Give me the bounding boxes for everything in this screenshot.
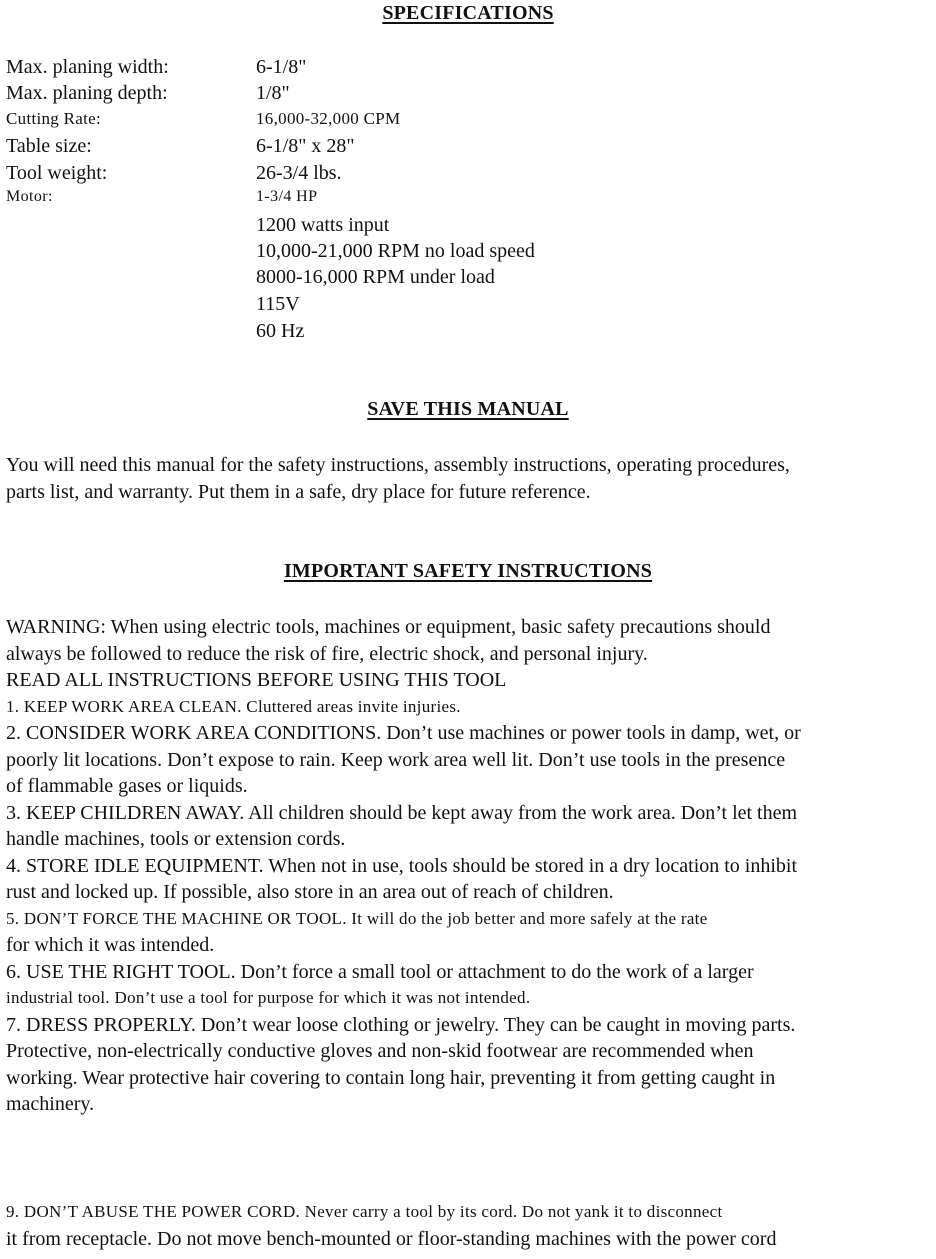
safety-line: handle machines, tools or extension cords. [6,828,346,850]
safety-line: for which it was intended. [6,934,215,956]
safety-instructions [6,614,926,1118]
safety-line: 4. STORE IDLE EQUIPMENT. When not in use, tools should be stored in a dry location to inhibit [6,854,798,877]
safety-line: 1. KEEP WORK AREA CLEAN. Cluttered areas invite injuries. [6,696,461,716]
safety-line: working. Wear protective hair covering to contain long hair, preventing it from getting caught in [6,1066,776,1089]
spec-value: 1200 watts input [256,214,390,236]
safety-line: rust and locked up. If possible, also store in an area out of reach of children. [6,881,614,903]
spec-label: Max. planing depth: [6,82,168,104]
spec-row [6,291,906,317]
spec-row [6,106,906,132]
spec-value: 6-1/8" x 28" [256,135,355,157]
safety-line: machinery. [6,1093,95,1115]
paragraph-line: parts list, and warranty. Put them in a safe, dry place for future reference. [6,480,591,503]
safety-line: 2. CONSIDER WORK AREA CONDITIONS. Don’t use machines or power tools in damp, wet, or [6,722,801,744]
safety-line: it from receptacle. Do not move bench-mounted or floor-standing machines with the power cord [6,1227,777,1250]
safety-line: 6. USE THE RIGHT TOOL. Don’t force a small tool or attachment to do the work of a larger [6,960,754,983]
safety-line: 5. DON’T FORCE THE MACHINE OR TOOL. It will do the job better and more safely at the rate [6,908,708,928]
specifications-heading: SPECIFICATIONS [382,2,554,24]
spec-label: Tool weight: [6,162,108,184]
spec-value: 1/8" [256,82,290,104]
safety-item-9 [6,1199,926,1252]
spec-label: Motor: [6,188,53,205]
safety-line: 9. DON’T ABUSE THE POWER CORD. Never carry a tool by its cord. Do not yank it to disconnect [6,1202,723,1221]
safety-line: 7. DRESS PROPERLY. Don’t wear loose clothing or jewelry. They can be caught in moving parts. [6,1013,796,1036]
safety-line: Protective, non-electrically conductive gloves and non-skid footwear are recommended when [6,1040,754,1062]
spec-row [6,160,906,186]
spec-row [6,184,906,210]
save-manual-paragraph [6,452,926,505]
spec-label: Max. planing width: [6,56,169,78]
spec-row [6,54,906,80]
safety-line: READ ALL INSTRUCTIONS BEFORE USING THIS TOOL [6,669,507,691]
spec-value: 60 Hz [256,320,305,342]
spec-value: 6-1/8" [256,56,307,78]
spec-value: 8000-16,000 RPM under load [256,266,495,288]
safety-line: always be followed to reduce the risk of fire, electric shock, and personal injury. [6,642,648,665]
spec-row [6,318,906,344]
safety-line: of flammable gases or liquids. [6,775,248,797]
spec-value: 1-3/4 HP [256,188,318,205]
spec-value: 10,000-21,000 RPM no load speed [256,240,535,262]
safety-line: 3. KEEP CHILDREN AWAY. All children should be kept away from the work area. Don’t let them [6,801,798,824]
safety-line: poorly lit locations. Don’t expose to rain. Keep work area well lit. Don’t use tools in the presence [6,748,786,771]
safety-heading: IMPORTANT SAFETY INSTRUCTIONS [283,560,653,582]
spec-value: 115V [256,293,300,315]
paragraph-line: You will need this manual for the safety instructions, assembly instructions, operating procedures, [6,454,790,476]
save-manual-heading: SAVE THIS MANUAL [367,398,569,420]
spec-label: Table size: [6,135,92,157]
spec-row [6,133,906,159]
spec-label: Cutting Rate: [6,109,102,128]
safety-line: industrial tool. Don’t use a tool for purpose for which it was not intended. [6,988,531,1007]
safety-line: WARNING: When using electric tools, machines or equipment, basic safety precautions should [6,616,771,638]
spec-row [6,80,906,106]
spec-row [6,212,906,238]
spec-row [6,238,906,264]
spec-value: 16,000-32,000 CPM [256,109,401,128]
spec-value: 26-3/4 lbs. [256,162,342,184]
spec-row [6,264,906,290]
